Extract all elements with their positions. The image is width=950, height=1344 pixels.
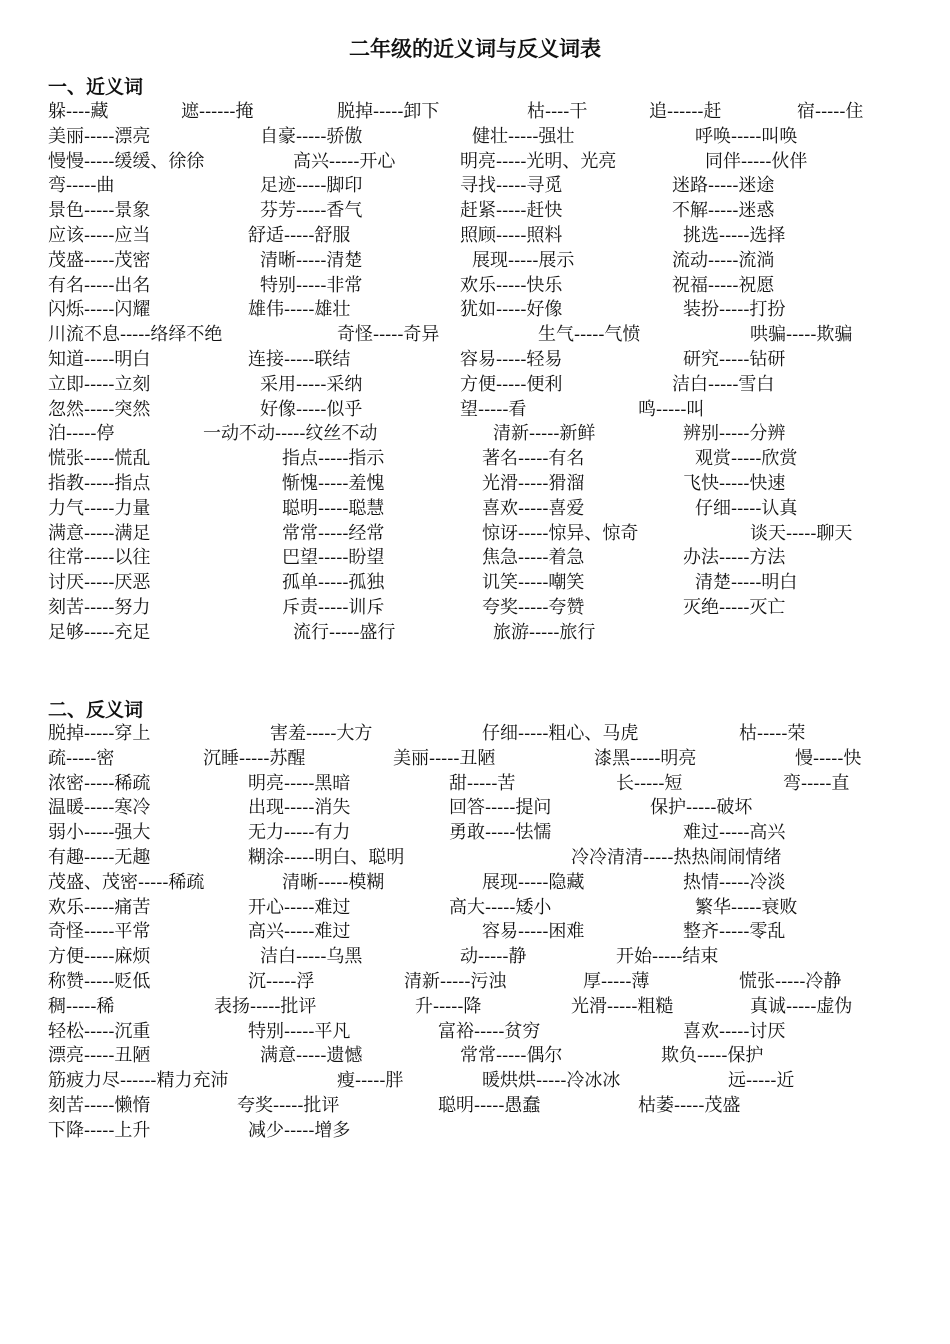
word-pair: 有趣-----无趣 [48,846,151,868]
word-pair: 哄骗-----欺骗 [750,324,853,346]
word-pair: 聪明-----聪慧 [282,497,385,519]
word-pair: 同伴-----伙伴 [705,150,808,172]
word-pair: 开始-----结束 [616,946,719,968]
word-pair: 方便-----麻烦 [48,946,151,968]
word-row [0,348,950,373]
word-pair: 灭绝-----灭亡 [683,596,786,618]
word-row [0,422,950,447]
word-pair: 慌张-----慌乱 [48,448,151,470]
word-row [0,199,950,224]
word-pair: 忽然-----突然 [48,398,151,420]
word-pair: 立即-----立刻 [48,373,151,395]
word-pair: 称赞-----贬低 [48,970,151,992]
word-row [0,846,950,871]
word-pair: 挑选-----选择 [683,224,786,246]
word-pair: 健壮-----强壮 [472,125,575,147]
word-pair: 弯-----曲 [48,175,115,197]
word-pair: 繁华-----衰败 [695,896,798,918]
word-pair: 富裕-----贫穷 [438,1020,541,1042]
word-row [0,995,950,1020]
word-pair: 观赏-----欣赏 [695,448,798,470]
word-pair: 出现-----消失 [248,797,351,819]
word-pair: 喜欢-----喜爱 [482,497,585,519]
word-pair: 犹如-----好像 [460,299,563,321]
word-row [0,747,950,772]
word-pair: 容易-----困难 [482,921,585,943]
word-pair: 迷路-----迷途 [672,175,775,197]
word-row [0,274,950,299]
word-row [0,945,950,970]
word-row [0,224,950,249]
word-pair: 冷冷清清-----热热闹闹情绪 [571,846,782,868]
word-pair: 常常-----偶尔 [460,1045,563,1067]
word-pair: 疏-----密 [48,747,115,769]
word-pair: 展现-----展示 [472,249,575,271]
word-pair: 舒适-----舒服 [248,224,351,246]
word-pair: 芬芳-----香气 [260,200,363,222]
word-pair: 茂盛-----茂密 [48,249,151,271]
word-pair: 慌张-----冷静 [739,970,842,992]
word-row [0,1119,950,1144]
word-pair: 开心-----难过 [248,896,351,918]
word-pair: 装扮-----打扮 [683,299,786,321]
word-pair: 好像-----似乎 [260,398,363,420]
word-pair: 宿-----住 [797,101,864,122]
word-pair: 指点-----指示 [282,448,385,470]
word-row [0,100,950,125]
word-pair: 泊-----停 [48,423,115,445]
word-pair: 躲----藏 [48,101,109,122]
word-pair: 奇怪-----奇异 [337,324,440,346]
word-row [0,497,950,522]
word-row [0,546,950,571]
word-pair: 动-----静 [460,946,527,968]
word-pair: 景色-----景象 [48,200,151,222]
word-pair: 漂亮-----丑陋 [48,1045,151,1067]
word-pair: 枯-----荣 [739,723,806,744]
word-row [0,796,950,821]
word-pair: 夸奖-----夸赞 [482,596,585,618]
word-row [0,472,950,497]
word-row [0,174,950,199]
word-pair: 欢乐-----痛苦 [48,896,151,918]
word-pair: 甜-----苦 [449,772,516,794]
word-pair: 飞快-----快速 [683,472,786,494]
word-row [0,571,950,596]
word-pair: 脱掉-----穿上 [48,723,151,744]
antonyms-list [0,722,950,1144]
word-pair: 糊涂-----明白、聪明 [248,846,405,868]
word-row [0,772,950,797]
word-row [0,596,950,621]
word-pair: 减少-----增多 [248,1119,351,1141]
word-pair: 容易-----轻易 [460,348,563,370]
word-pair: 仔细-----粗心、马虎 [482,723,639,744]
word-pair: 呼唤-----叫唤 [695,125,798,147]
word-pair: 旅游-----旅行 [493,621,596,643]
word-row [0,1020,950,1045]
word-pair: 惭愧-----羞愧 [282,472,385,494]
word-pair: 不解-----迷惑 [672,200,775,222]
synonyms-list [0,100,950,646]
word-pair: 保护-----破坏 [650,797,753,819]
word-pair: 祝福-----祝愿 [672,274,775,296]
word-pair: 焦急-----着急 [482,547,585,569]
word-pair: 生气-----气愤 [538,324,641,346]
word-pair: 足迹-----脚印 [260,175,363,197]
word-pair: 一动不动-----纹丝不动 [203,423,378,445]
synonyms-heading: 一、近义词 [48,76,144,98]
word-pair: 孤单-----孤独 [282,572,385,594]
word-row [0,896,950,921]
word-pair: 弱小-----强大 [48,822,151,844]
word-pair: 难过-----高兴 [683,822,786,844]
word-pair: 自豪-----骄傲 [260,125,363,147]
word-pair: 展现-----隐藏 [482,871,585,893]
word-pair: 清新-----新鲜 [493,423,596,445]
word-pair: 照顾-----照料 [460,224,563,246]
word-row [0,970,950,995]
word-row [0,1044,950,1069]
word-pair: 力气-----力量 [48,497,151,519]
word-pair: 表扬-----批评 [214,995,317,1017]
word-pair: 川流不息-----络绎不绝 [48,324,223,346]
word-pair: 雄伟-----雄壮 [248,299,351,321]
word-pair: 勇敢-----怯懦 [449,822,552,844]
word-pair: 满意-----遗憾 [260,1045,363,1067]
word-row [0,871,950,896]
word-pair: 知道-----明白 [48,348,151,370]
word-pair: 清晰-----模糊 [282,871,385,893]
word-pair: 欺负-----保护 [661,1045,764,1067]
word-pair: 夸奖-----批评 [237,1094,340,1116]
word-pair: 下降-----上升 [48,1119,151,1141]
word-pair: 筋疲力尽------精力充沛 [48,1070,229,1092]
word-pair: 厚-----薄 [583,970,650,992]
word-pair: 光滑-----粗糙 [571,995,674,1017]
word-pair: 追------赶 [649,101,722,122]
word-pair: 清新-----污浊 [404,970,507,992]
word-pair: 鸣-----叫 [638,398,705,420]
word-row [0,722,950,747]
word-pair: 整齐-----零乱 [683,921,786,943]
word-row [0,373,950,398]
word-pair: 慢慢-----缓缓、徐徐 [48,150,205,172]
word-pair: 刻苦-----努力 [48,596,151,618]
word-pair: 瘦-----胖 [337,1070,404,1092]
word-pair: 惊讶-----惊异、惊奇 [482,522,639,544]
word-pair: 足够-----充足 [48,621,151,643]
word-row [0,522,950,547]
word-pair: 采用-----采纳 [260,373,363,395]
word-pair: 高兴-----开心 [293,150,396,172]
word-pair: 美丽-----丑陋 [393,747,496,769]
word-pair: 研究-----钻研 [683,348,786,370]
page-title: 二年级的近义词与反义词表 [349,37,601,61]
word-pair: 弯-----直 [783,772,850,794]
word-row [0,323,950,348]
word-pair: 谈天-----聊天 [750,522,853,544]
word-pair: 高兴-----难过 [248,921,351,943]
word-pair: 欢乐-----快乐 [460,274,563,296]
word-pair: 浓密-----稀疏 [48,772,151,794]
word-pair: 枯----干 [527,101,588,122]
word-pair: 仔细-----认真 [695,497,798,519]
word-pair: 遮------掩 [181,101,254,122]
word-pair: 清楚-----明白 [695,572,798,594]
word-pair: 巴望-----盼望 [282,547,385,569]
word-pair: 寻找-----寻觅 [460,175,563,197]
word-row [0,447,950,472]
word-pair: 枯萎-----茂盛 [638,1094,741,1116]
word-pair: 洁白-----乌黑 [260,946,363,968]
word-pair: 清晰-----清楚 [260,249,363,271]
word-pair: 热情-----冷淡 [683,871,786,893]
word-pair: 茂盛、茂密-----稀疏 [48,871,205,893]
word-pair: 刻苦-----懒惰 [48,1094,151,1116]
word-pair: 奇怪-----平常 [48,921,151,943]
word-row [0,1069,950,1094]
word-pair: 喜欢-----讨厌 [683,1020,786,1042]
word-pair: 聪明-----愚蠢 [438,1094,541,1116]
word-pair: 特别-----非常 [260,274,363,296]
word-pair: 慢-----快 [795,747,862,769]
word-pair: 温暖-----寒冷 [48,797,151,819]
word-row [0,1094,950,1119]
word-pair: 办法-----方法 [683,547,786,569]
word-pair: 洁白-----雪白 [672,373,775,395]
word-pair: 脱掉-----卸下 [337,101,440,122]
word-pair: 远-----近 [728,1070,795,1092]
word-pair: 著名-----有名 [482,448,585,470]
word-pair: 长-----短 [616,772,683,794]
antonyms-heading: 二、反义词 [48,699,144,721]
word-pair: 闪烁-----闪耀 [48,299,151,321]
word-pair: 光滑-----猾溜 [482,472,585,494]
word-pair: 流行-----盛行 [293,621,396,643]
word-pair: 往常-----以往 [48,547,151,569]
word-pair: 特别-----平凡 [248,1020,351,1042]
word-pair: 连接-----联结 [248,348,351,370]
word-pair: 满意-----满足 [48,522,151,544]
word-pair: 高大-----矮小 [449,896,552,918]
word-pair: 回答-----提问 [449,797,552,819]
word-pair: 沉-----浮 [248,970,315,992]
word-pair: 升-----降 [415,995,482,1017]
word-pair: 真诚-----虚伪 [750,995,853,1017]
word-row [0,249,950,274]
word-pair: 稠-----稀 [48,995,115,1017]
word-pair: 应该-----应当 [48,224,151,246]
word-pair: 斥责-----训斥 [282,596,385,618]
word-pair: 害羞-----大方 [270,723,373,744]
word-row [0,150,950,175]
word-row [0,125,950,150]
word-row [0,621,950,646]
word-pair: 暖烘烘-----冷冰冰 [482,1070,621,1092]
word-row [0,398,950,423]
word-pair: 常常-----经常 [282,522,385,544]
word-pair: 辨别-----分辨 [683,423,786,445]
word-pair: 美丽-----漂亮 [48,125,151,147]
word-pair: 无力-----有力 [248,822,351,844]
word-pair: 有名-----出名 [48,274,151,296]
word-row [0,821,950,846]
word-pair: 讨厌-----厌恶 [48,572,151,594]
word-row [0,298,950,323]
word-pair: 赶紧-----赶快 [460,200,563,222]
word-pair: 流动-----流淌 [672,249,775,271]
word-pair: 方便-----便利 [460,373,563,395]
word-pair: 明亮-----光明、光亮 [460,150,617,172]
word-pair: 讥笑-----嘲笑 [482,572,585,594]
word-pair: 望-----看 [460,398,527,420]
word-row [0,920,950,945]
word-pair: 漆黑-----明亮 [594,747,697,769]
word-pair: 轻松-----沉重 [48,1020,151,1042]
word-pair: 指教-----指点 [48,472,151,494]
word-pair: 沉睡-----苏醒 [203,747,306,769]
word-pair: 明亮-----黑暗 [248,772,351,794]
